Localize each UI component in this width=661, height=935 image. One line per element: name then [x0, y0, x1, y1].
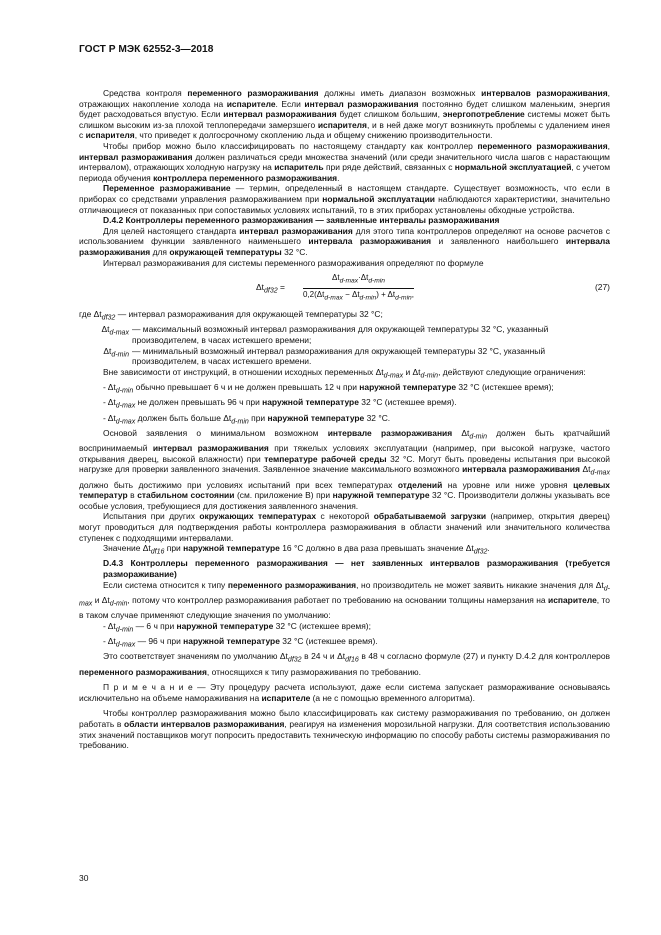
paragraph-5: Интервал размораживания для системы переменного размораживания определяют по формуле: [103, 257, 484, 268]
list-item-5: - $\Delta t_{d-max}$ — 96 ч при наружной температуре 32 °С (истекшее время).: [103, 636, 378, 649]
formula-lhs: $\Delta t_{df32}$ =: [256, 282, 285, 295]
paragraph-7: Основой заявления о минимальном возможном интервале размораживания $\Delta t_{d-min}$ должен быть кратчайший воспринимаемый интервал размораживания при тяжелых условиях эксплуатации (например, при высокой нагрузке, частого открывания дверец, высокой влажности) при температуре рабочей среды 32 °С. Могут быть проведены испытания при высокой нагрузке для проверки заявленного значения. Заявленное значение максимального возможного интервала размораживания $\Delta t_{d-max}$ должно быть достижимо при условиях испытаний при всех температурах отделений на уровне или ниже уровня целевых температур в стабильном состоянии (см. приложение В) при наружной температуре 32 °С. Производители должны указывать все особые условия, требующиеся для достижения заявленного значения.: [79, 427, 610, 511]
formula-fraction: [303, 273, 414, 304]
paragraph-9: Значение $\Delta t_{df16}$ при наружной температуре 16 °С должно в два раза превышать значение $\Delta t_{df32}$.: [103, 543, 490, 556]
where-line-1: где $\Delta t_{df32}$ — интервал размораживания для окружающей температуры 32 °С;: [79, 309, 383, 322]
list-item-1: - $\Delta t_{d-min}$ обычно превышает 6 ч и не должен превышать 12 ч при наружной температуре 32 °С (истекшее время);: [103, 382, 554, 395]
list-item-4: - $\Delta t_{d-min}$ — 6 ч при наружной температуре 32 °С (истекшее время);: [103, 620, 371, 634]
paragraph-3: Переменное размораживание — термин, определенный в настоящем стандарте. Существует возможность, что если в приборах со средствами управления размораживанием при нормальной эксплуатации наблюдаются характеристики, значительно отличающиеся от показанных при сопоставимых условиях испытаний, то в этих приборах установлены обходные устройства.: [79, 183, 610, 215]
section-heading-d43: D.4.3 Контроллеры переменного размораживания — нет заявленных интервалов размораживания (требуется размораживание): [103, 558, 610, 580]
paragraph-1: Средства контроля переменного размораживания должны иметь диапазон возможных интервалов размораживания, отражающих накопление холода на испарителе. Если интервал размораживания постоянно будет слишком маленьким, энергия будет расходоваться впустую. Если интервал размораживания будет слишком большим, энергопотребление системы может быть слишком высоким из-за плохой теплопередачи замерзшего испарителя, и в ней даже могут возникнуть проблемы с удалением инея с испарителя, что приведет к долгосрочному скоплению льда и общему снижению производительности.: [79, 88, 611, 141]
where-line-2: $\Delta t_{d-max}$ — максимальный возможный интервал размораживания для окружающей температуры 32 °С, указанный производителем, в часах истекшего времени;: [101, 324, 549, 345]
section-heading-d42: D.4.2 Контроллеры переменного размораживания — заявленные интервалы размораживания: [103, 215, 500, 226]
paragraph-8: Испытания при других окружающих температурах с некоторой обрабатываемой загрузки (например, открытия дверец) могут проводиться для подтверждения работы контроллера размораживания в области значений или значительного количества ступенек с подходящими интервалами.: [79, 511, 610, 543]
formula-denominator: $0,2(\Delta t_{d-max} - \Delta t_{d-min}) + \Delta t_{d-min}$,: [303, 290, 414, 302]
paragraph-12: Чтобы контроллер размораживания можно было классифицировать как систему размораживания по требованию, он должен работать в области интервалов размораживания, реагируя на изменения морозильной нагрузки. Для соответствия использованию этих значений поставщиков могут попросить предоставить техническую информацию по способу работы системы размораживания по требованию.: [79, 708, 610, 751]
list-item-3: - $\Delta t_{d-max}$ должен быть больше $\Delta t_{d-min}$ при наружной температуре 32 °С.: [103, 412, 391, 426]
formula-27: [79, 273, 610, 303]
paragraph-4: Для целей настоящего стандарта интервал размораживания для этого типа контроллеров определяют на основе расчетов с использованием функции заявленного наименьшего интервала размораживания и заявленного наибольшего интервала размораживания для окружающей температуры 32 °С.: [79, 225, 610, 257]
page-body: [79, 88, 610, 751]
formula-numerator: $\Delta t_{d-max}\cdot\Delta t_{d-min}$: [303, 273, 414, 289]
document-header: ГОСТ Р МЭК 62552-3—2018: [79, 44, 214, 55]
list-item-2: - $\Delta t_{d-max}$ не должен превышать 96 ч при наружной температуре 32 °С (истекшее время).: [103, 397, 457, 410]
note: П р и м е ч а н и е — Эту процедуру расчета используют, даже если система запускает размораживание основываясь исключительно на объеме намораживания на испарителе (а не с помощью временного алгоритма).: [79, 682, 610, 703]
where-line-3: $\Delta t_{d-min}$ — минимальный возможный интервал размораживания для окружающей температуры 32 °С, указанный производителем, в часах истекшего времени.: [103, 345, 546, 367]
formula-number: (27): [594, 282, 610, 293]
page-number: 30: [79, 873, 89, 883]
paragraph-2: Чтобы прибор можно было классифицировать по настоящему стандарту как контроллер переменного размораживания, интервал размораживания должен различаться среди множества значений (или среди значительного числа шагов с нарастающим интервалом), отражающих холодную нагрузку на испаритель при ряде действий, связанных с нормальной эксплуатацией, с учетом периода обучения контроллера переменного размораживания.: [79, 140, 611, 183]
paragraph-10: Если система относится к типу переменного размораживания, но производитель не может заявить никакие значения для $\Delta t_{d-max}$ и $\Delta t_{d-min}$, потому что контроллер размораживания работает по требованию на основании толщины намерзания на испарителе, то в таком случае применяют следующие значения по умолчанию:: [79, 579, 611, 621]
paragraph-11: Это соответствует значениям по умолчанию $\Delta t_{df32}$ в 24 ч и $\Delta t_{df16}$ в 48 ч согласно формуле (27) и пункту D.4.2 для контроллеров переменного размораживания, относящихся к типу размораживания по требованию.: [79, 651, 611, 677]
paragraph-6: Вне зависимости от инструкций, в отношении исходных переменных $\Delta t_{d-max}$ и $\Delta t_{d-min}$, действуют следующие ограничения:: [103, 366, 586, 380]
